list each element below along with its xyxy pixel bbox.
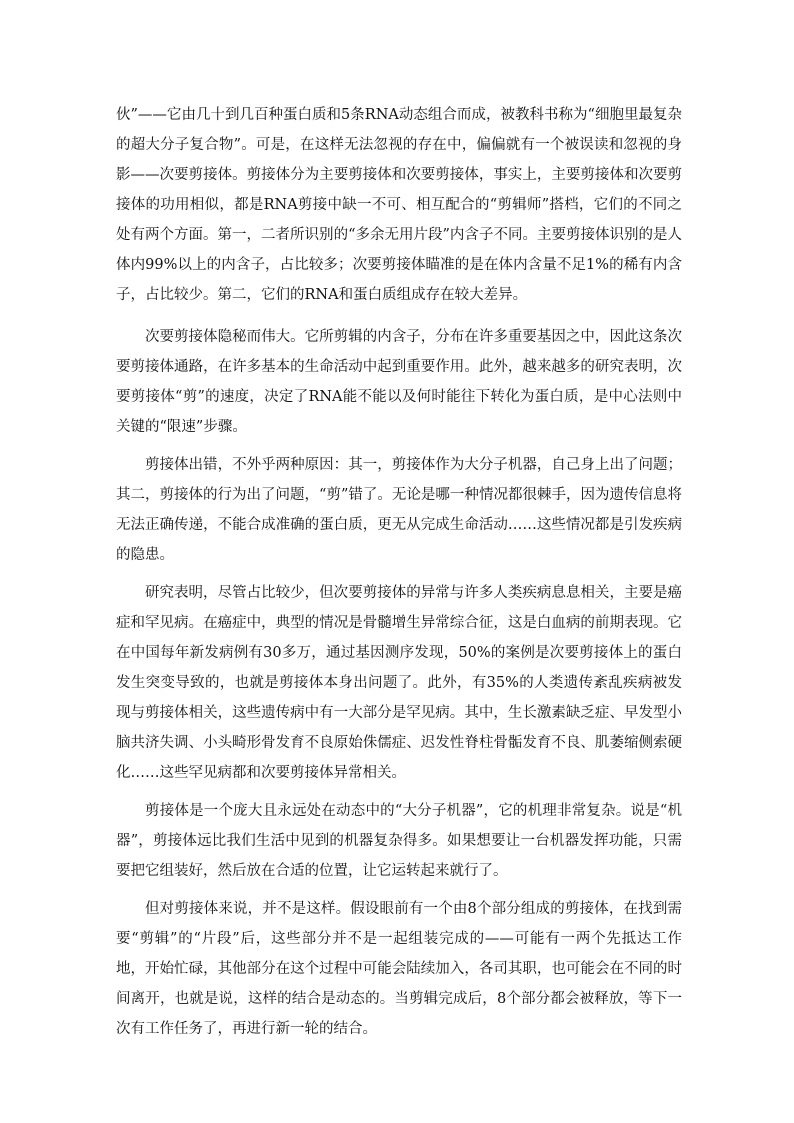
document-body [116, 100, 682, 1052]
paragraph-1: 伙”——它由几十到几百种蛋白质和5条RNA动态组合而成，被教科书称为“细胞里最复杂的超大分子复合物”。可是，在这样无法忽视的存在中，偏偏就有一个被误读和忽视的身影——次要剪接体。剪接体分为主要剪接体和次要剪接体，事实上，主要剪接体和次要剪接体的功用相似，都是RNA剪接中缺一不可、相互配合的“剪辑师”搭档，它们的不同之处有两个方面。第一，二者所识别的“多余无用片段”内含子不同。主要剪接体识别的是人体内99%以上的内含子，占比较多；次要剪接体瞄准的是在体内含量不足1%的稀有内含子，占比较少。第二，它们的RNA和蛋白质组成存在较大差异。 [116, 107, 682, 303]
paragraph-5: 剪接体是一个庞大且永远处在动态中的“大分子机器”，它的机理非常复杂。说是“机器”，剪接体远比我们生活中见到的机器复杂得多。如果想要让一台机器发挥功能，只需要把它组装好，然后放在合适的位置，让它运转起来就行了。 [116, 803, 682, 879]
paragraph-4: 研究表明，尽管占比较少，但次要剪接体的异常与许多人类疾病息息相关，主要是癌症和罕见病。在癌症中，典型的情况是骨髓增生异常综合征，这是白血病的前期表现。它在中国每年新发病例有30多万，通过基因测序发现，50%的案例是次要剪接体上的蛋白发生突变导致的，也就是剪接体本身出问题了。此外，有35%的人类遗传紊乱疾病被发现与剪接体相关，这些遗传病中有一大部分是罕见病。其中，生长激素缺乏症、早发型小脑共济失调、小头畸形骨发育不良原始侏儒症、迟发性脊柱骨骺发育不良、肌萎缩侧索硬化……这些罕见病都和次要剪接体异常相关。 [116, 585, 682, 781]
paragraph-6: 但对剪接体来说，并不是这样。假设眼前有一个由8个部分组成的剪接体，在找到需要“剪辑”的“片段”后，这些部分并不是一起组装完成的——可能有一两个先抵达工作地，开始忙碌，其他部分在这个过程中可能会陆续加入，各司其职，也可能会在不同的时间离开，也就是说，这样的结合是动态的。当剪辑完成后，8个部分都会被释放，等下一次有工作任务了，再进行新一轮的结合。 [116, 901, 682, 1037]
paragraph-2: 次要剪接体隐秘而伟大。它所剪辑的内含子，分布在许多重要基因之中，因此这条次要剪接体通路，在许多基本的生命活动中起到重要作用。此外，越来越多的研究表明，次要剪接体“剪”的速度，决定了RNA能不能以及何时能往下转化为蛋白质，是中心法则中关键的“限速”步骤。 [116, 329, 682, 435]
paragraph-3: 剪接体出错，不外乎两种原因：其一，剪接体作为大分子机器，自己身上出了问题；其二，剪接体的行为出了问题，“剪”错了。无论是哪一种情况都很棘手，因为遗传信息将无法正确传递，不能合成准确的蛋白质，更无从完成生命活动……这些情况都是引发疾病的隐患。 [116, 457, 682, 563]
